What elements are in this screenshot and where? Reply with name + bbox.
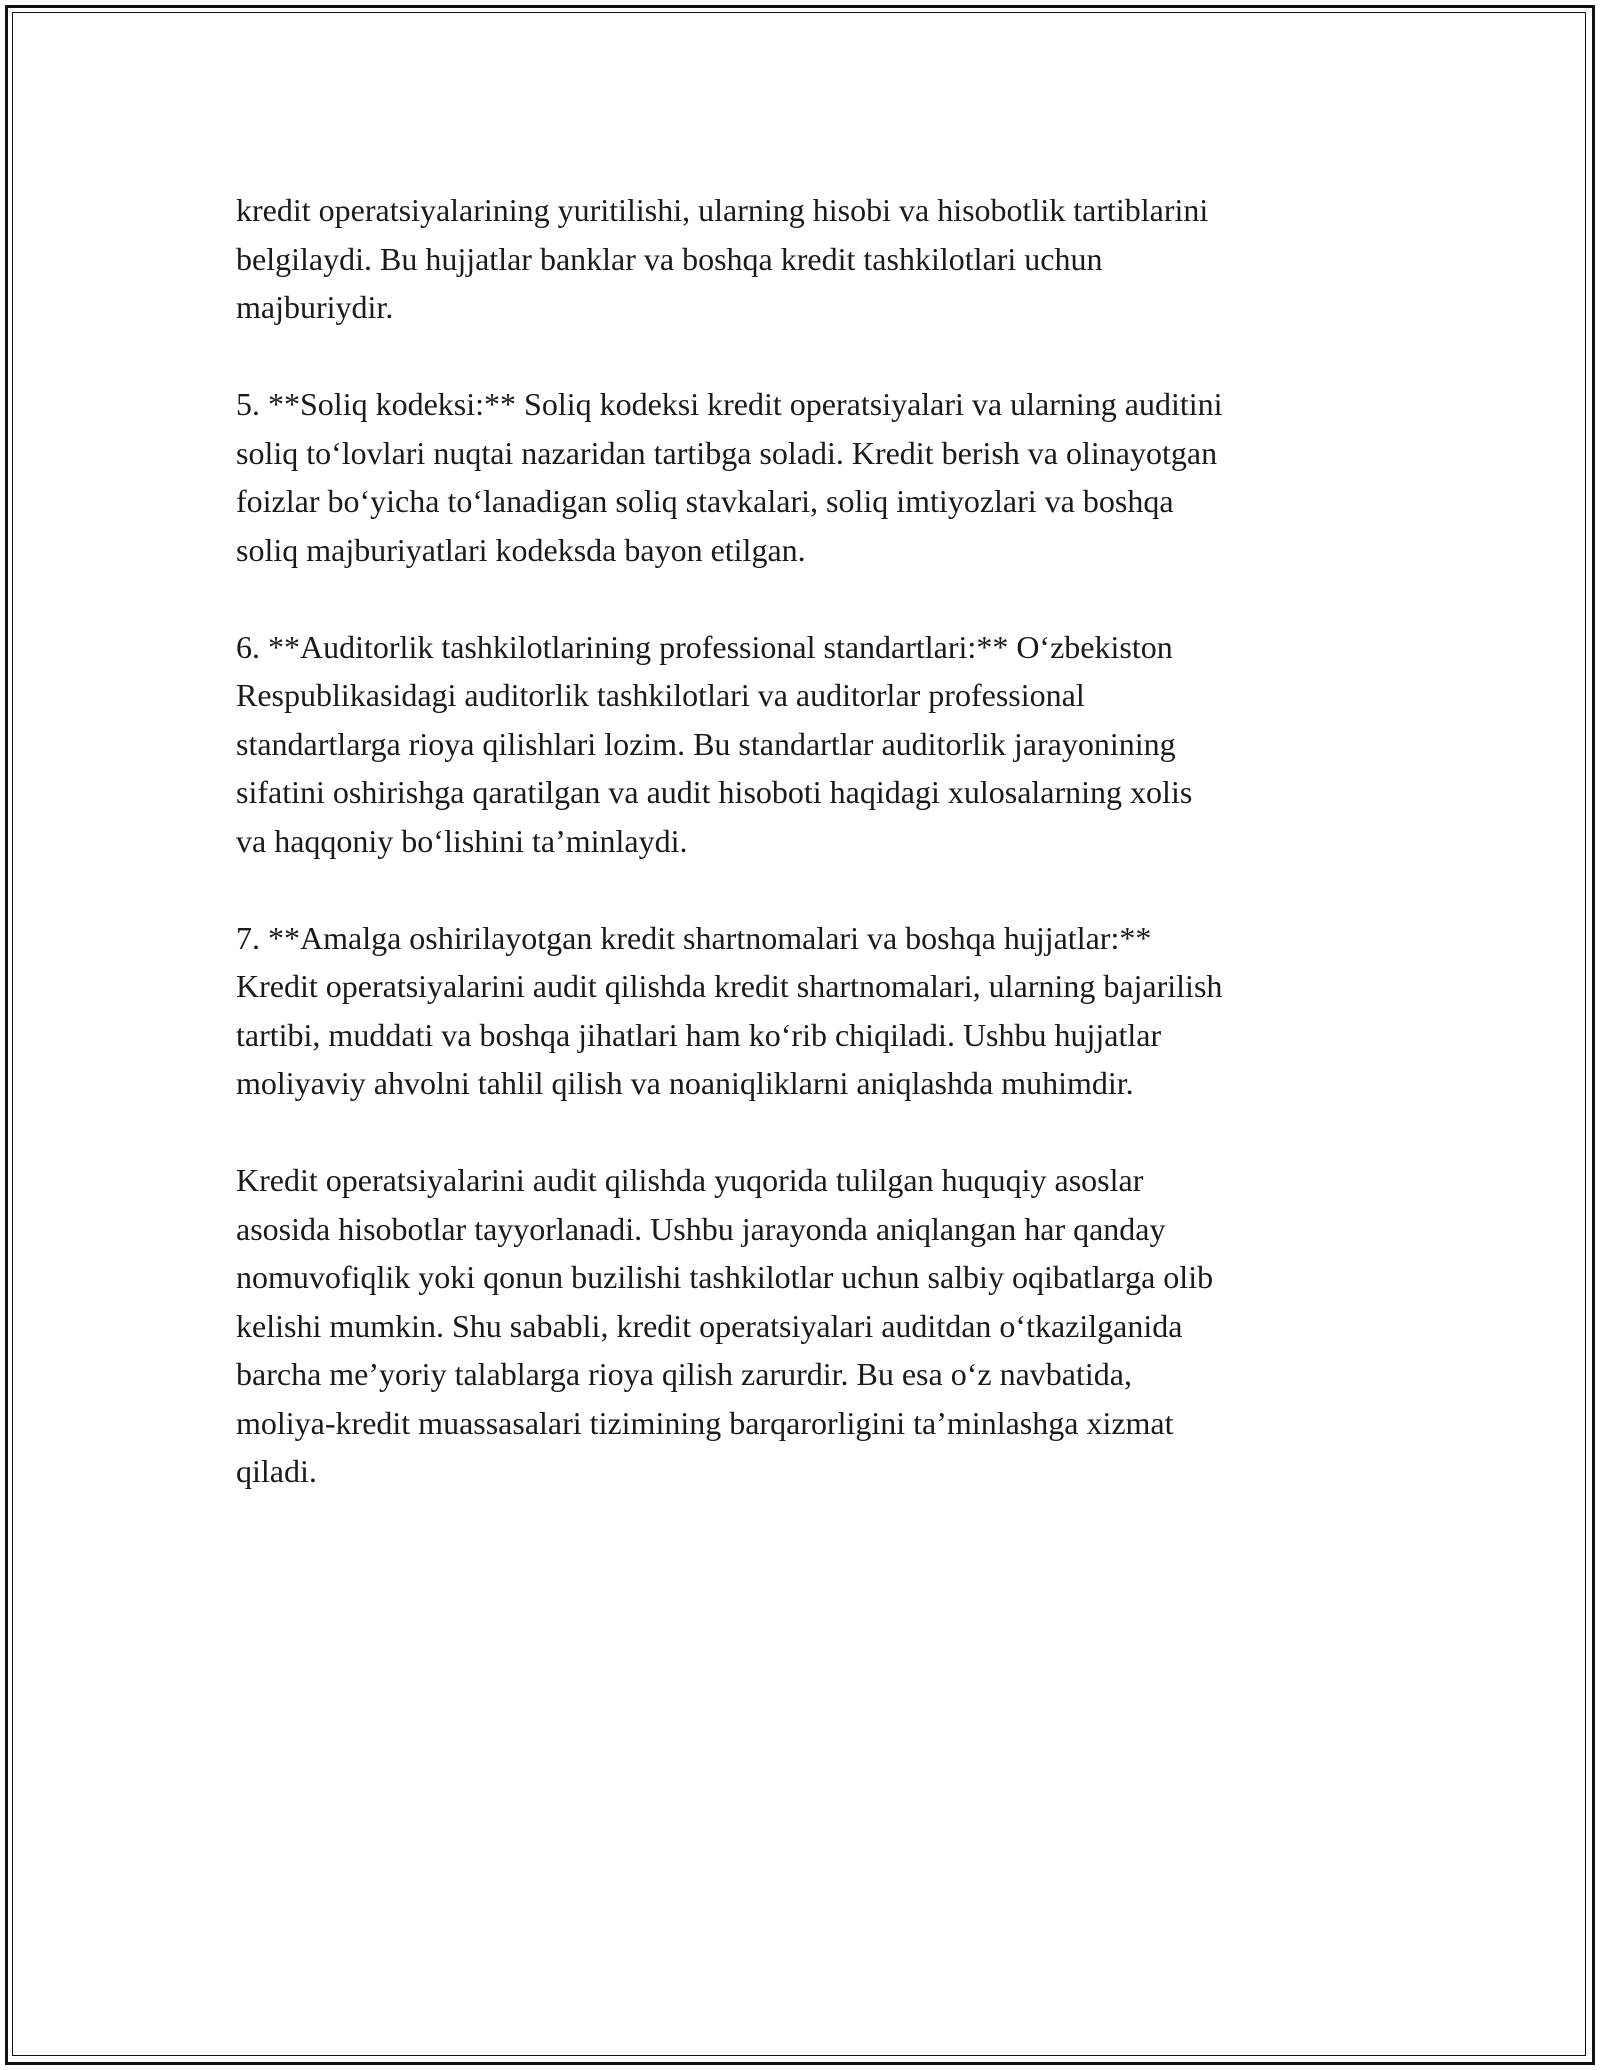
paragraph-conclusion: Kredit operatsiyalarini audit qilishda yuqorida tulilgan huquqiy asoslar asosida hisobotlar tayyorlanadi. Ushbu jarayonda aniqlangan har qanday nomuvofiqlik yoki qonun buzilishi tashkilotlar uchun salbiy oqibatlarga olib kelishi mumkin. Shu sababli, kredit operatsiyalari auditdan o‘tkazilganida barcha me’yoriy talablarga rioya qilish zarurdir. Bu esa o‘z navbatida, moliya-kredit muassasalari tizimining barqarorligini ta’minlashga xizmat qiladi. [236,1162,1214,1489]
paragraph-continuation: kredit operatsiyalarining yuritilishi, ularning hisobi va hisobotlik tartiblarini belgilaydi. Bu hujjatlar banklar va boshqa kredit tashkilotlari uchun majburiydir. [236,192,1209,325]
document-body [236,186,1376,1496]
paragraph-item-5-soliq-kodeksi: 5. **Soliq kodeksi:** Soliq kodeksi kredit operatsiyalari va ularning auditini soliq to‘lovlari nuqtai nazaridan tartibga soladi. Kredit berish va olinayotgan foizlar bo‘yicha to‘lanadigan soliq stavkalari, soliq imtiyozlari va boshqa soliq majburiyatlari kodeksda bayon etilgan. [236,386,1223,568]
paragraph-item-7-kredit-shartnomalari: 7. **Amalga oshirilayotgan kredit shartnomalari va boshqa hujjatlar:** Kredit operatsiyalarini audit qilishda kredit shartnomalari, ularning bajarilish tartibi, muddati va boshqa jihatlari ham ko‘rib chiqiladi. Ushbu hujjatlar moliyaviy ahvolni tahlil qilish va noaniqliklarni aniqlashda muhimdir. [236,919,1223,1101]
paragraph-item-6-auditorlik-standartlari: 6. **Auditorlik tashkilotlarining professional standartlari:** O‘zbekiston Respublikasidagi auditorlik tashkilotlari va auditorlar professional standartlarga rioya qilishlari lozim. Bu standartlar auditorlik jarayonining sifatini oshirishga qaratilgan va audit hisoboti haqidagi xulosalarning xolis va haqqoniy bo‘lishini ta’minlaydi. [236,628,1193,859]
